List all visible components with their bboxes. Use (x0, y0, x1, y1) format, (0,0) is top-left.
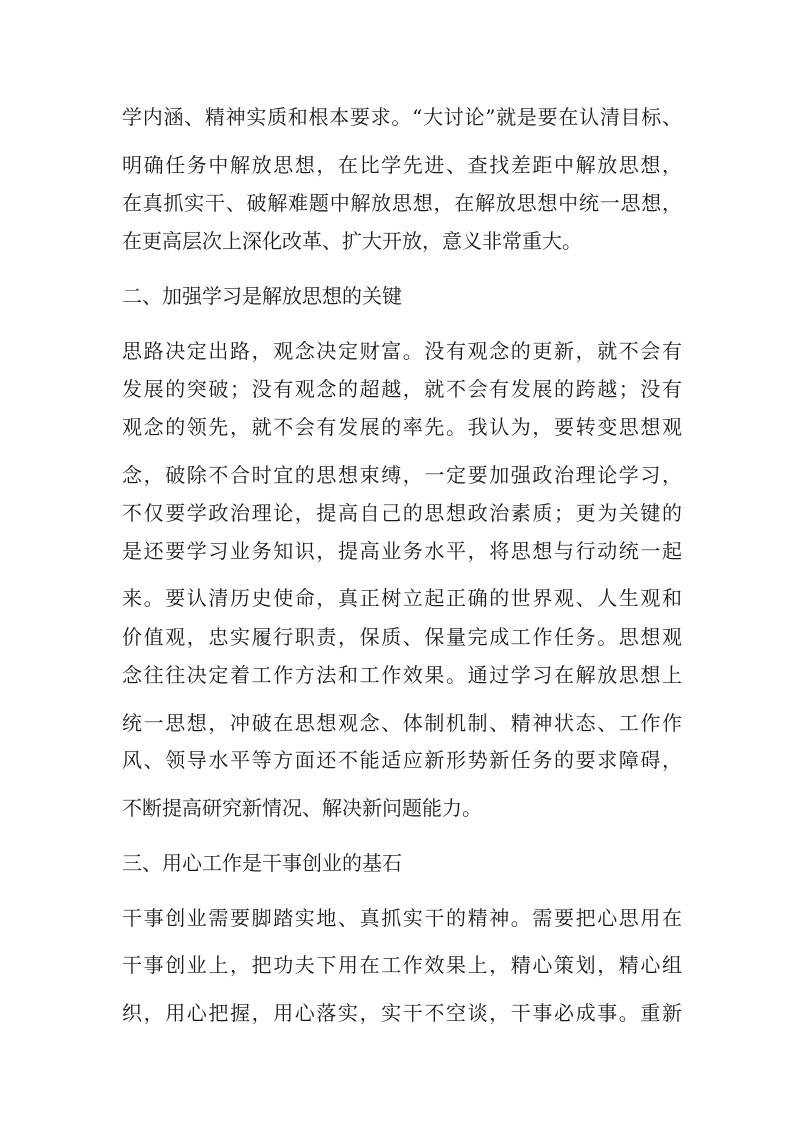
paragraph-2-line-7: 来。要认清历史使命，真正树立起正确的世界观、人生观和 (122, 586, 682, 610)
paragraph-3-line-3: 织，用心把握，用心落实，实干不空谈，干事必成事。重新 (122, 1001, 682, 1025)
paragraph-2-line-5: 不仅要学政治理论，提高自己的思想政治素质；更为关键的 (122, 501, 682, 525)
paragraph-2-line-12: 不断提高研究新情况、解决新问题能力。 (122, 796, 482, 820)
paragraph-3-line-2: 干事创业上，把功夫下用在工作效果上，精心策划，精心组 (122, 953, 682, 977)
paragraph-2-line-3: 观念的领先，就不会有发展的率先。我认为，要转变思想观 (122, 415, 682, 439)
paragraph-3-line-1: 干事创业需要脚踏实地、真抓实干的精神。需要把心思用在 (122, 906, 682, 930)
paragraph-1-line-2: 明确任务中解放思想，在比学先进、查找差距中解放思想， (122, 153, 682, 177)
paragraph-2-line-9: 念往往决定着工作方法和工作效果。通过学习在解放思想上 (122, 663, 682, 687)
paragraph-2-line-4: 念，破除不合时宜的思想束缚，一定要加强政治理论学习， (122, 463, 682, 487)
paragraph-2-line-2: 发展的突破；没有观念的超越，就不会有发展的跨越；没有 (122, 377, 682, 401)
paragraph-1-line-4: 在更高层次上深化改革、扩大开放，意义非常重大。 (122, 229, 582, 253)
paragraph-1-line-1: 学内涵、精神实质和根本要求。“大讨论”就是要在认清目标、 (122, 105, 682, 129)
paragraph-2-line-1: 思路决定出路，观念决定财富。没有观念的更新，就不会有 (122, 339, 682, 363)
section-heading-2: 二、加强学习是解放思想的关键 (122, 284, 402, 308)
section-heading-3: 三、用心工作是干事创业的基石 (122, 851, 402, 875)
paragraph-1-line-3: 在真抓实干、破解难题中解放思想，在解放思想中统一思想， (122, 191, 682, 215)
paragraph-2-line-8: 价值观，忠实履行职责，保质、保量完成工作任务。思想观 (122, 625, 682, 649)
paragraph-2-line-11: 风、领导水平等方面还不能适应新形势新任务的要求障碍， (122, 748, 682, 772)
paragraph-2-line-10: 统一思想，冲破在思想观念、体制机制、精神状态、工作作 (122, 711, 682, 735)
paragraph-2-line-6: 是还要学习业务知识，提高业务水平，将思想与行动统一起 (122, 539, 682, 563)
